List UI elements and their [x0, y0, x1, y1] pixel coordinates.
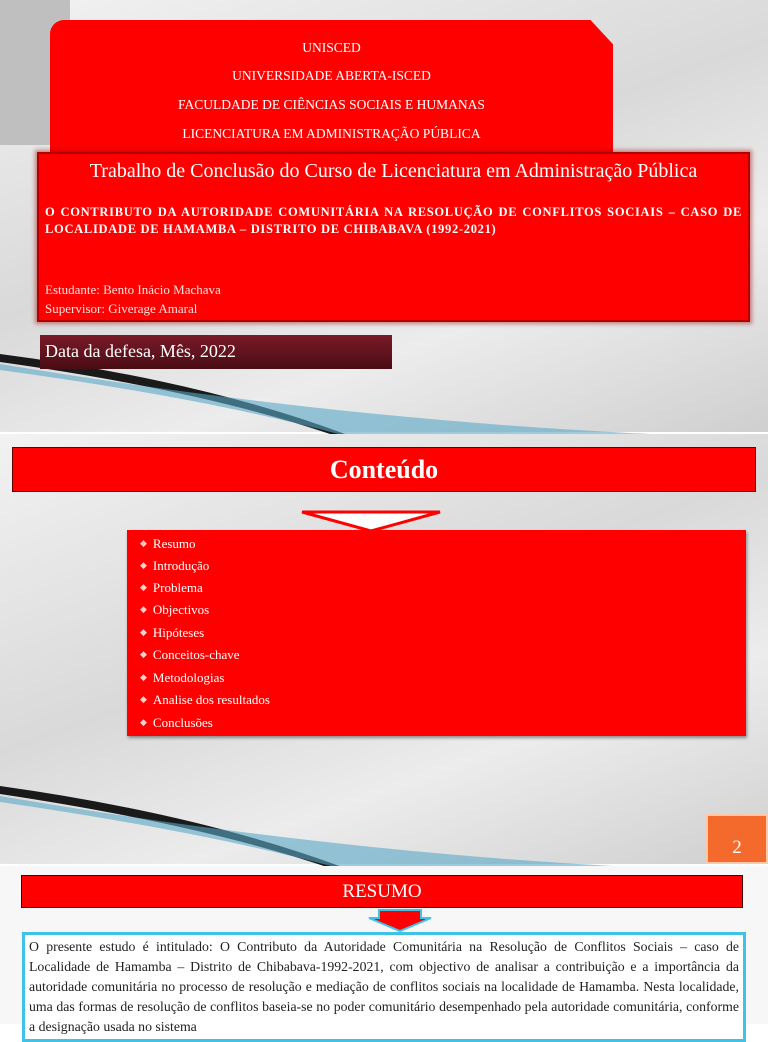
thesis-title: Trabalho de Conclusão do Curso de Licenciatura em Administração Pública	[89, 160, 698, 182]
institution-line: LICENCIATURA EM ADMINISTRAÇÃO PÚBLICA	[182, 126, 481, 141]
student-name: Estudante: Bento Inácio Machava	[45, 282, 221, 297]
diamond-bullet-icon: ◆	[140, 717, 147, 727]
thesis-subtitle: O CONTRIBUTO DA AUTORIDADE COMUNITÁRIA NA RESOLUÇÃO DE CONFLITOS SOCIAIS – CASO DE LOCALIDADE DE HAMAMBA – DISTRITO DE CHIBABAVA (1992-2021)	[45, 205, 742, 236]
list-item: ◆ Objectivos	[140, 602, 210, 617]
institution-line: UNISCED	[302, 40, 361, 55]
diamond-bullet-icon: ◆	[140, 649, 147, 659]
title-slide	[0, 0, 768, 432]
diamond-bullet-icon: ◆	[140, 672, 147, 682]
abstract-slide	[0, 866, 768, 1034]
list-item: ◆ Introdução	[140, 558, 210, 573]
diamond-bullet-icon: ◆	[140, 694, 147, 704]
diamond-bullet-icon: ◆	[140, 627, 147, 637]
abstract-text: O presente estudo é intitulado: O Contributo da Autoridade Comunitária na Resolução de Conflitos Sociais – caso de Localidade de Hamamba – Distrito de Chibabava-1992-2021, com objectivo de analisar a contribuição e a importância da autoridade comunitária no processo de resolução e mediação de conflitos sociais na localidade de Hamamba. Nesta localidade, uma das formas de resolução de conflitos baseia-se no poder comunitário desempenhado pela autoridade comunitária, conforme a designação usada no sistema	[22, 932, 746, 1042]
list-item: ◆ Metodologias	[140, 670, 225, 685]
page-number-badge: 2	[706, 814, 768, 864]
diamond-bullet-icon: ◆	[140, 582, 147, 592]
list-item: ◆ Hipóteses	[140, 625, 205, 640]
institution-line: FACULDADE DE CIÊNCIAS SOCIAIS E HUMANAS	[178, 97, 485, 112]
list-item: ◆ Resumo	[140, 536, 196, 551]
down-arrow-icon	[367, 910, 433, 932]
contents-list	[127, 530, 746, 736]
thesis-title-box	[37, 152, 750, 322]
decorative-swoosh	[0, 784, 768, 874]
supervisor-name: Supervisor: Giverage Amaral	[45, 301, 198, 316]
down-arrow-icon	[300, 510, 442, 532]
diamond-bullet-icon: ◆	[140, 604, 147, 614]
list-item: ◆ Problema	[140, 580, 203, 595]
defense-date: Data da defesa, Mês, 2022	[40, 335, 392, 369]
list-item: ◆ Analise dos resultados	[140, 692, 270, 707]
list-item: ◆ Conceitos-chave	[140, 647, 240, 662]
diamond-bullet-icon: ◆	[140, 538, 147, 548]
contents-heading: Conteúdo	[12, 447, 756, 492]
diamond-bullet-icon: ◆	[140, 560, 147, 570]
resumo-heading: RESUMO	[21, 875, 743, 908]
institution-line: UNIVERSIDADE ABERTA-ISCED	[232, 68, 431, 83]
list-item: ◆ Conclusões	[140, 715, 213, 730]
contents-slide	[0, 434, 768, 864]
